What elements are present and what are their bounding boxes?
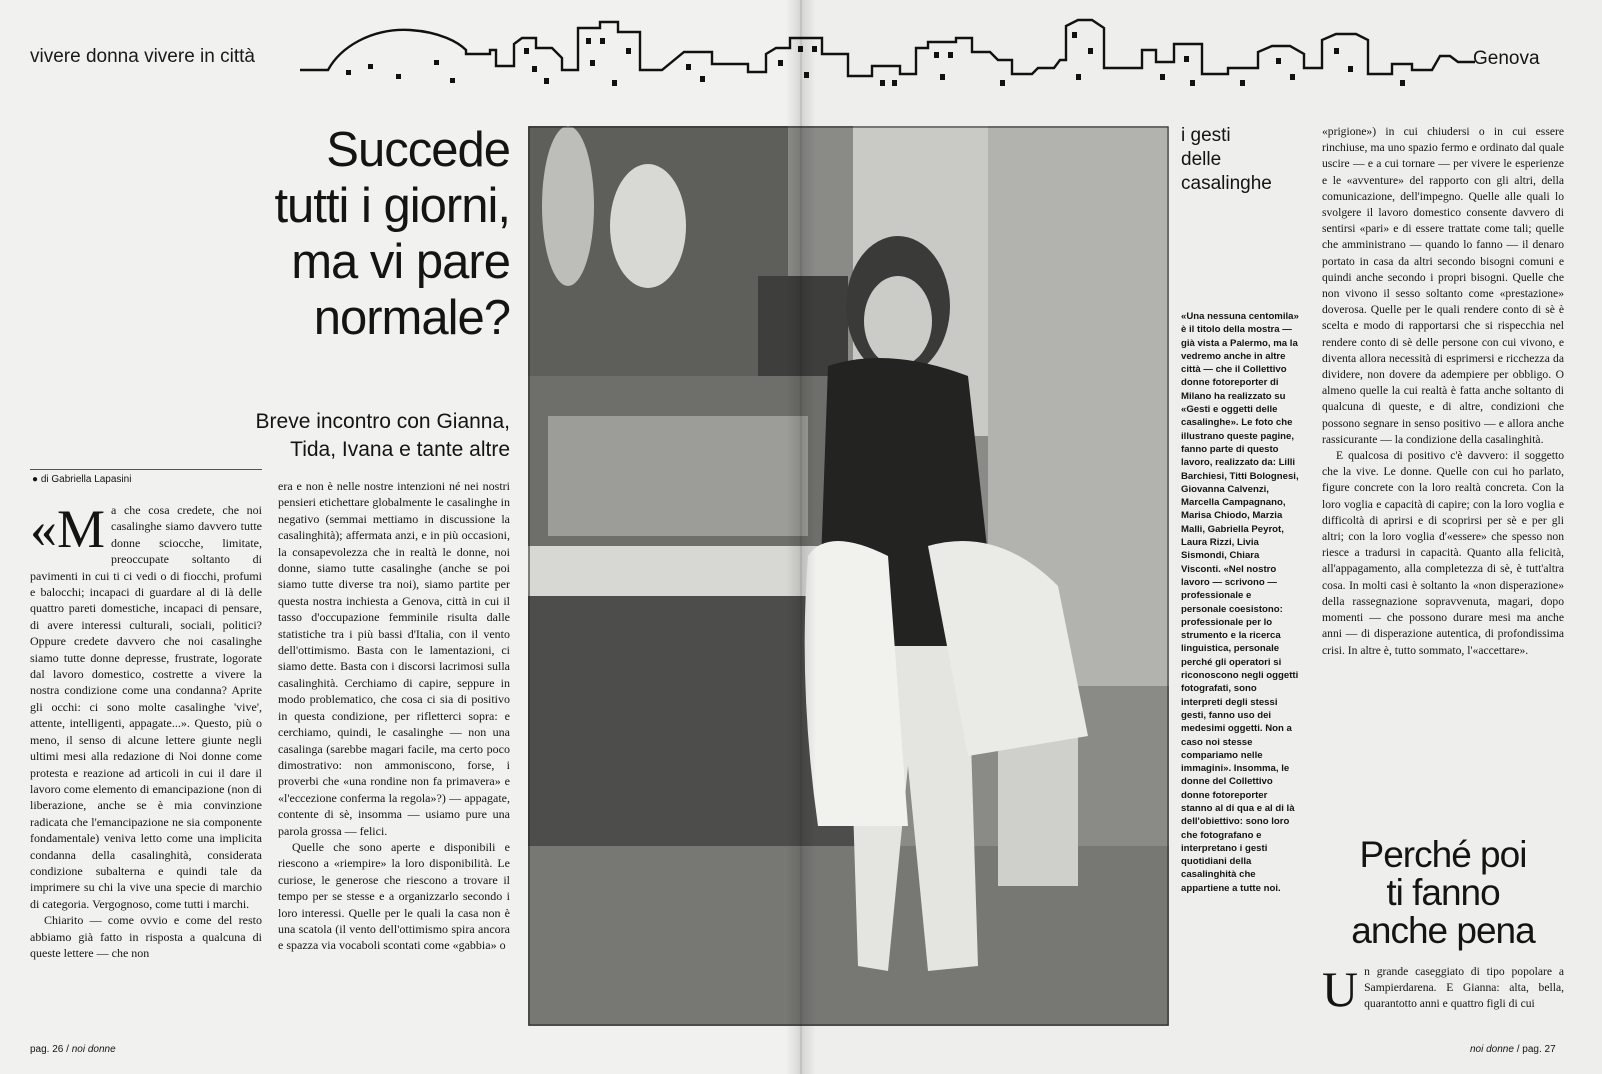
paragraph [1322,961,1564,1017]
sidebar-title-line: casalinghe [1181,173,1272,194]
byline [32,474,131,485]
article-headline [150,122,510,346]
sidebar-text: «Una nessuna centomila» è il titolo della mostra — già vista a Palermo, ma la vedremo anche in altre città — che il Collettivo donne fotoreporter di Milano ha realizzato su «Gesti e oggetti delle casalinghe». Le foto che illustrano queste pagine, fanno parte di questo lavoro, realizzato da: Lilli Barchiesi, Titti Bolognesi, Giovanna Calvenzi, Marcella Campagnano, Marisa Chiodo, Marzia Malli, Gabriella Peyrot, Laura Rizzi, Livia Sismondi, Chiara Visconti. «Nel nostro lavoro — scrivono — professionale e personale coesistono: professionale per lo strumento e la ricerca linguistica, personale perché gli operatori si riconoscono negli oggetti fotografati, sono interpreti degli stessi gesti, fanno uso dei medesimi oggetti. Non a caso noi stesse compariamo nelle immagini». Insomma, le donne del Collettivo donne fotoreporter stanno al di qua e al di là dell'obiettivo: sono loro che fotografano e interpretano i gesti quotidiani della casalinghità che appartiene a tutte noi. [1181,311,1299,894]
article-column-2 [278,478,510,954]
section-rubric: vivere donna vivere in città [30,46,255,67]
paragraph [30,499,262,912]
headline-line: tutti i giorni, [274,179,510,233]
headline-line: normale? [313,291,510,345]
paragraph-text: n grande caseggiato di tipo popolare a Sampierdarena. E Gianna: alta, bella, quarantotto anni e quattro figli di cui [1364,965,1564,1010]
page-number: pag. 27 [1522,1044,1556,1055]
section-heading-line: ti fanno [1386,872,1500,913]
bullet-icon: ● [32,474,41,485]
spread-gutter [786,0,816,1074]
sidebar-title [1181,124,1272,196]
city-skyline-illustration [300,8,1475,103]
paragraph: «prigione») in cui chiudersi o in cui essere rinchiuse, ma uno spazio fermo e ordinato dal quale uscire — e a cui tornare — per vivere le esperienze e le «avventure» del rapporto con gli altri, della comunicazione, dell'impegno. Quelle alle quali lo svolgere il lavoro domestico consente davvero di sentirsi «pari» e di essere trattate come tali; quelle che amministrano — quando lo fanno — il denaro portato in casa da altri secondo bisogni comuni e quindi anche secondo i propri bisogni. Quelle che non vivono il sesso soltanto come «prestazione» doverosa. Quelle per le quali rendere conto di sè è scelta e modo di rapportarsi che si rispecchia nel rendere conto di sè delle persone con cui vivono, e diventa allora necessità di esprimersi e ricchezza da dividere, non dovere da adempiere per obbligo. O almeno quelle la cui realtà è fatta anche soltanto di qualcuna di queste, e di altre, condizioni che possono segnare in senso positivo — e allora anche rassicurante — la condizione della casalinghità. [1322,125,1564,446]
article-subhead [180,408,510,464]
headline-line: ma vi pare [291,235,510,289]
page-number: pag. 26 [30,1044,64,1055]
section-heading-line: anche pena [1351,910,1535,951]
market-photo [528,126,1169,1026]
paragraph: Quelle che sono aperte e disponibili e riescono a «riempire» la loro disponibilità. Le curiose, le generose che riescono a trovare il tempo per se stesse e a organizzarlo secondo i loro interessi. Quelle per le quali la casa non è una scatola (il vento dell'ottimismo spira ancora e spazza via vocaboli scontati come «gabbia» o [278,839,510,953]
magazine-name: noi donne [71,1044,116,1055]
paragraph: era e non è nelle nostre intenzioni né nei nostri pensieri etichettare globalmente le casalinghe in negativo (semmai mettiamo in discussione la casalinghità); affermata anzi, e in più occasioni, la consapevolezza che in realtà le donne, noi donne, siamo tutte casalinghe (anche se poi siamo tutte diverse tra noi), siamo partite per questa nostra inchiesta a Genova, città in cui il tasso d'occupazione femminile risulta dalle statistiche tra i più bassi d'Italia, con il vento dell'ottimismo. Basta con le lamentazioni, ci siamo dette. Basta con i discorsi lacrimosi sulla casalinghità. Cerchiamo di capire, seppure in modo problematico, che cosa ci sia di positivo in questa condizione, per rifletterci sopra: e cerchiamo, quindi, le casalinghe — non una casalinga (sarebbe magari facile, ma certo poco dimostrativo: non ammoniscono, forse, i proverbi che «una rondine non fa primavera» e «l'eccezione conferma la regola»?) — appagate, contente di sè, insomma — usiamo pure una parola grossa — felici. [278,479,510,838]
article-column-3-continued [1322,961,1564,1017]
subhead-line: Breve incontro con Gianna, [255,410,510,433]
paragraph: Chiarito — come ovvio e come del resto abbiamo già fatto in risposta a qualcuna di queste lettere — che non [30,913,262,960]
sidebar-title-line: i gesti [1181,125,1231,146]
drop-cap: U [1322,961,1359,1017]
author-name: di Gabriella Lapasini [40,474,132,485]
headline-line: Succede [326,123,510,177]
sidebar-title-line: delle [1181,149,1222,170]
section-heading-line: Perché poi [1359,834,1527,875]
article-column-3 [1322,124,1564,659]
left-folio: pag. 26 / noi donne [30,1044,116,1055]
right-folio: noi donne / pag. 27 [1470,1044,1556,1055]
city-label: Genova [1473,48,1540,69]
section-heading [1318,836,1568,950]
article-column-1 [30,499,262,961]
drop-cap: «M [30,499,106,559]
subhead-line: Tida, Ivana e tante altre [290,438,510,461]
byline-rule [30,469,262,470]
paragraph-text: a che cosa credete, che noi casalinghe siamo davvero tutte donne sciocche, limitate, preoccupate soltanto di pavimenti in cui ti ci vedi o di fiocchi, profumi e balocchi; incapaci di guardare al di là delle quattro pareti domestiche, incapaci di pensare, di avere interessi culturali, sociali, politici? Oppure credete davvero che noi casalinghe siamo tutte donne depresse, frustrate, logorate dal lavoro domestico, costrette a vivere la nostra condizione come una condanna? Aprite gli occhi: ci sono molte casalinghe 'vive', attente, intelligenti, appagate...». Questo, più o meno, il senso di alcune lettere giunte negli ultimi mesi alla redazione di Noi donne come protesta e reazione ad articoli in cui il dare il lavoro come elemento di emancipazione (non di liberazione, anche se è mia convinzione radicata che l'emancipazione ne sia componente fondamentale) veniva letto come una implicita condanna della casalinghità, considerata condizione subalterna e quindi tale da imprimere su chi la vive una specie di marchio di categoria. Vergognoso, come tutti i marchi. [30,503,262,911]
paragraph: E qualcosa di positivo c'è davvero: il soggetto che la vive. Le donne. Quelle con cui ho parlato, figure concrete con la loro realtà concreta. Con la loro voglia e capacità di capire; con la loro voglia e difficoltà di aprirsi e di scoprirsi per sè e per gli altri; con la loro voglia d'«essere» che spesso non riesce a tradursi in capacità. Quanto alla felicità, all'appagamento, alla completezza di sè, è tutt'altra cosa. In molti casi è soltanto la «non disperazione» della rassegnazione sopravvenuta, magari, dopo momenti — che possono durare mesi ma anche anni — di disperazione autentica, di profondissima crisi. In altre è, tutto sommato, l'«accettare». [1322,449,1564,657]
magazine-name: noi donne [1470,1044,1514,1055]
